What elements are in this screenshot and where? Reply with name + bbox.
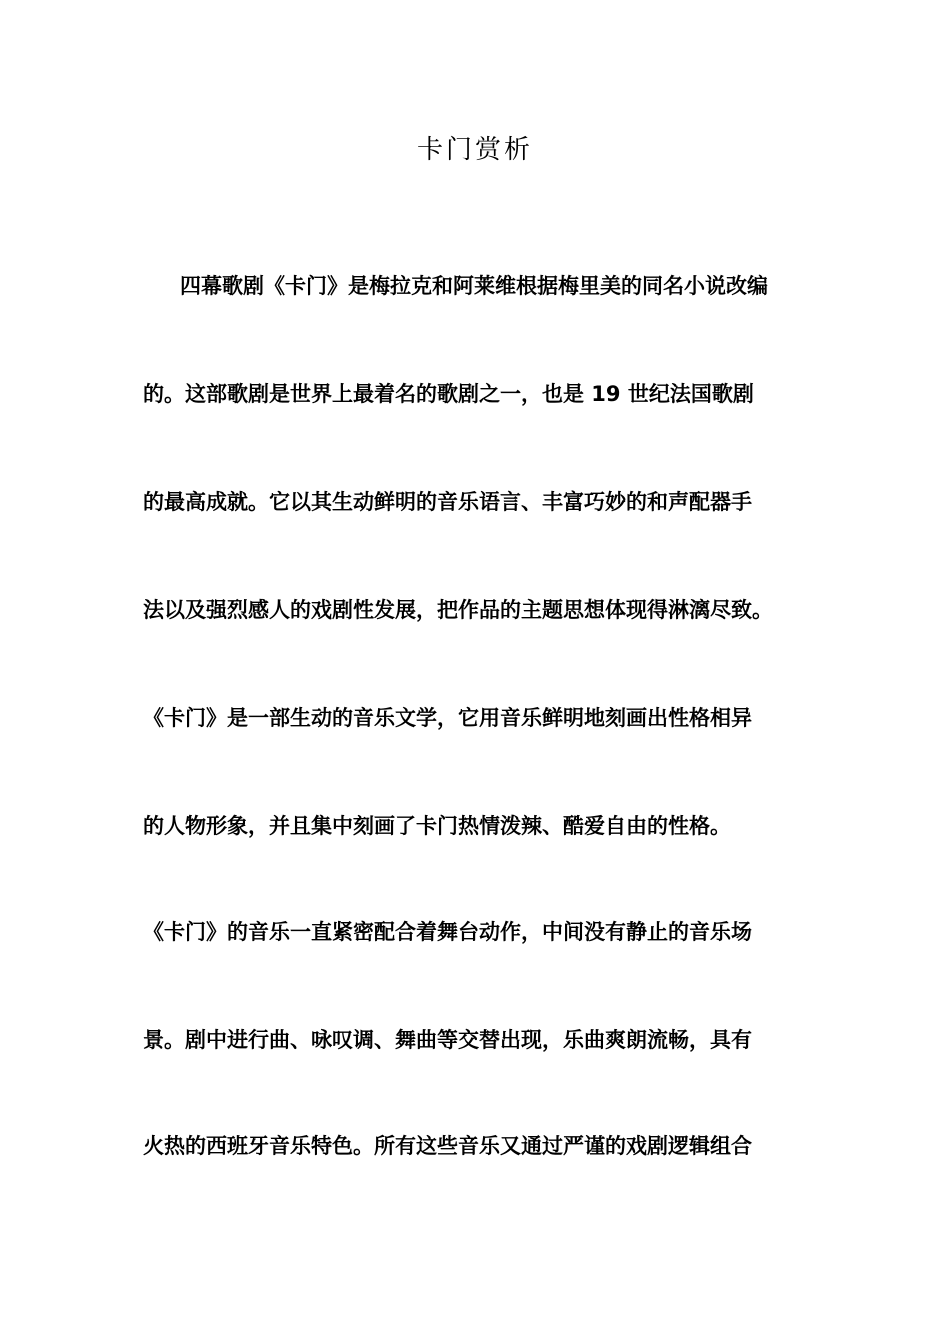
paragraph-line: 景。剧中进行曲、咏叹调、舞曲等交替出现，乐曲爽朗流畅，具有 <box>143 1028 752 1052</box>
paragraph-line: 《卡门》是一部生动的音乐文学，它用音乐鲜明地刻画出性格相异 <box>143 706 752 730</box>
paragraph-line: 《卡门》的音乐一直紧密配合着舞台动作，中间没有静止的音乐场 <box>143 920 752 944</box>
paragraph-line: 法以及强烈感人的戏剧性发展，把作品的主题思想体现得淋漓尽致。 <box>143 598 773 622</box>
paragraph-line: 的。这部歌剧是世界上最着名的歌剧之一，也是 19 世纪法国歌剧 <box>143 382 754 406</box>
paragraph-line: 的最高成就。它以其生动鲜明的音乐语言、丰富巧妙的和声配器手 <box>143 490 752 514</box>
document-title: 卡门赏析 <box>416 135 533 165</box>
paragraph-line: 四幕歌剧《卡门》是梅拉克和阿莱维根据梅里美的同名小说改编 <box>180 274 768 298</box>
paragraph-line: 火热的西班牙音乐特色。所有这些音乐又通过严谨的戏剧逻辑组合 <box>143 1134 752 1158</box>
paragraph-line: 的人物形象，并且集中刻画了卡门热情泼辣、酷爱自由的性格。 <box>143 814 731 838</box>
